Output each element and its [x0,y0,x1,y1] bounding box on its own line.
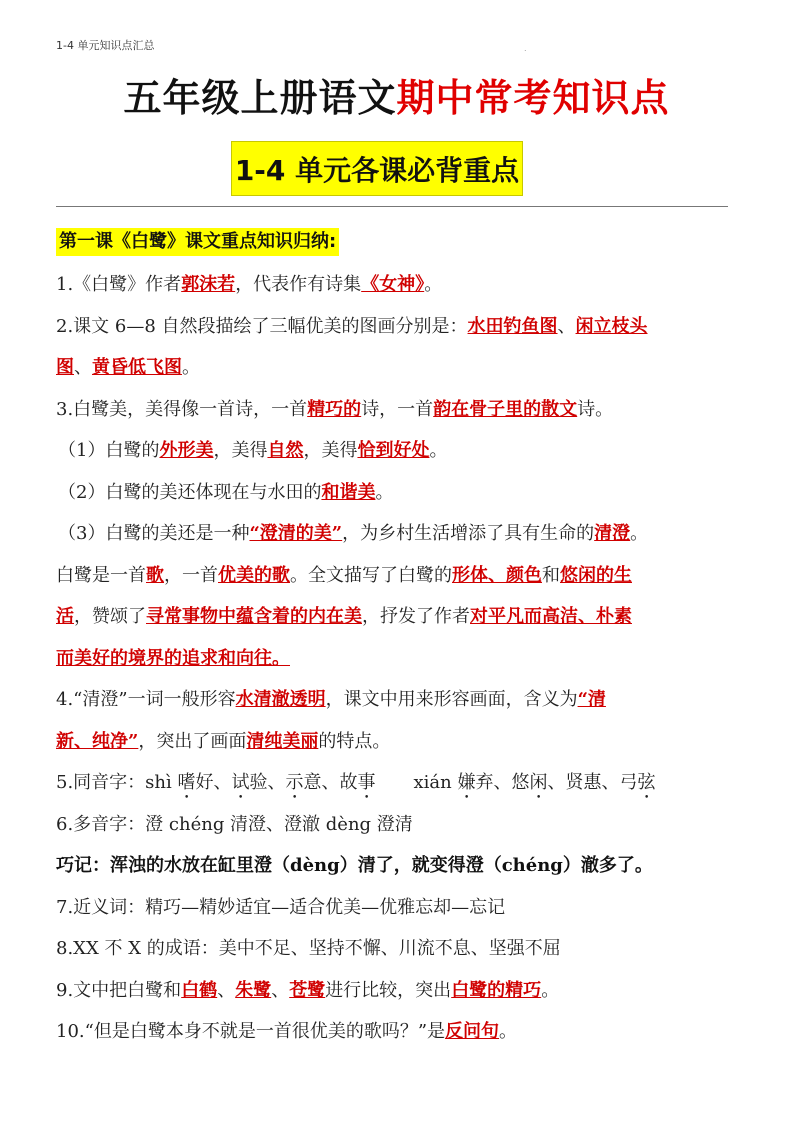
text: 意、故 [303,772,358,793]
text: 好、 [195,772,232,793]
text: 10.“但是白鹭本身不就是一首很优美的歌吗？”是 [56,1021,446,1042]
text: 的特点。 [318,730,391,752]
text: 7.近义词：精巧—精妙适宜—适合优美—优雅忘却—忘记 [56,896,506,918]
item-4 [56,679,740,721]
text: 。 [424,274,443,295]
text: 。 [182,357,200,378]
key-point: 白鹤 [181,979,218,1001]
text: ，赞颂了 [74,606,146,627]
text: 。 [375,481,394,503]
text: 1.《白鹭》作者 [56,274,182,295]
text: 弃、悠 [475,772,530,793]
text: ，代表作有诗集 [235,274,362,295]
marked-char: 示 [285,772,304,793]
key-point: 水田钓鱼图 [467,315,558,337]
key-point: 反问句 [445,1021,500,1042]
item-3-2 [56,472,740,514]
key-point: 朱鹭 [235,979,272,1001]
key-point: 图 [56,357,74,378]
key-point: 悠闲的生 [560,564,632,586]
key-point: 闲立枝头 [575,315,648,337]
lesson-heading: 第一课《白鹭》课文重点知识归纳: [56,228,339,256]
text: 、 [74,357,92,378]
item-4-cont [56,721,740,763]
text: 4.“清澄”一词一般形容 [56,689,236,710]
text: 诗，一首 [361,398,434,420]
item-3-6 [56,638,740,680]
key-point: “澄清的美” [249,523,343,544]
divider [56,206,728,207]
text: 验、 [249,772,286,793]
text: 9.文中把白鹭和 [56,979,182,1001]
key-point: 活 [56,606,74,627]
text: 。全文描写了白鹭的 [290,564,452,586]
item-10 [56,1011,740,1053]
item-1 [56,264,740,306]
item-3-3 [56,513,740,555]
page-title [0,72,793,124]
key-point: 《女神》 [361,274,425,295]
marked-char: 嗜 [177,772,196,793]
key-point: 韵在骨子里的散文 [433,398,578,420]
subtitle-box [231,141,523,196]
content-body [56,264,740,1053]
item-3-4 [56,555,740,597]
key-point: 歌 [146,564,164,586]
text: ，一首 [164,564,218,586]
key-point: 水清澈透明 [235,689,326,710]
key-point: 外形美 [159,440,214,461]
key-point: 优美的歌 [218,564,290,586]
text: 、 [217,979,236,1001]
key-point: 郭沫若 [181,274,236,295]
key-point: 清纯美丽 [246,730,319,752]
text: ，美得 [213,440,268,461]
text: 2.课文 6—8 自然段描绘了三幅优美的图画分别是： [56,315,468,337]
subtitle: 1-4 单元各课必背重点 [234,153,520,187]
marked-char: 闲 [529,772,548,793]
key-point: 形体、颜色 [452,564,542,586]
key-point: 而美好的境界的追求和向往。 [56,647,290,669]
marked-char: 试 [231,772,250,793]
item-2-cont [56,347,740,389]
text: 6.多音字：澄 chéng 清澄、澄澈 dèng 澄清 [56,813,413,835]
item-6 [56,804,740,846]
text: ，抒发了作者 [362,606,470,627]
text: 和 [542,564,560,586]
text: 白鹭是一首 [56,564,146,586]
text: （3）白鹭的美还是一种 [58,523,250,544]
key-point: 白鹭的精巧 [451,979,542,1001]
text: 。 [541,979,560,1001]
header-dot: . [524,44,527,53]
key-point: 清澄 [594,523,631,544]
item-7 [56,887,740,929]
text: （2）白鹭的美还体现在与水田的 [58,481,322,503]
item-3 [56,389,740,431]
key-point: 和谐美 [321,481,376,503]
text: ，突出了画面 [138,730,247,752]
item-9 [56,970,740,1012]
text: （1）白鹭的 [58,440,160,461]
text: 进行比较，突出 [325,979,452,1001]
title-part-black: 五年级上册语文 [123,76,397,120]
marked-char: 弦 [637,772,656,793]
text: ，美得 [303,440,358,461]
key-point: 黄昏低飞图 [92,357,182,378]
memory-tip [56,845,740,887]
key-point: “清 [577,689,606,710]
key-point: 对平凡而高洁、朴素 [470,606,632,627]
item-3-5 [56,596,740,638]
running-header: 1-4 单元知识点汇总 [56,39,155,52]
text: 。 [630,523,649,544]
text: 、 [271,979,290,1001]
text: 、贤惠、弓 [547,772,638,793]
item-2 [56,306,740,348]
marked-char: 嫌 [457,772,476,793]
key-point: 精巧的 [307,398,362,420]
text: 诗。 [577,398,614,420]
title-part-red: 期中常考知识点 [396,76,670,120]
text: 3.白鹭美，美得像一首诗，一首 [56,398,308,420]
item-3-1 [56,430,740,472]
text: ，课文中用来形容画面，含义为 [325,689,578,710]
text: 5.同音字：shì [56,772,178,793]
key-point: 寻常事物中蕴含着的内在美 [146,606,362,627]
text: 、 [557,315,576,337]
key-point: 苍鹭 [289,979,326,1001]
item-8 [56,928,740,970]
text: 。 [499,1021,518,1042]
key-point: 恰到好处 [357,440,430,461]
text: ，为乡村生活增添了具有生命的 [342,523,595,544]
text: 巧记：浑浊的水放在缸里澄（dèng）清了，就变得澄（chéng）澈多了。 [56,855,653,876]
item-5 [56,762,740,804]
text: 。 [429,440,448,461]
key-point: 新、纯净” [56,730,139,752]
text: 8.XX 不 X 的成语：美中不足、坚持不懈、川流不息、坚强不屈 [56,938,561,959]
key-point: 自然 [267,440,304,461]
marked-char: 事 [357,772,376,793]
text: xián [413,772,458,793]
